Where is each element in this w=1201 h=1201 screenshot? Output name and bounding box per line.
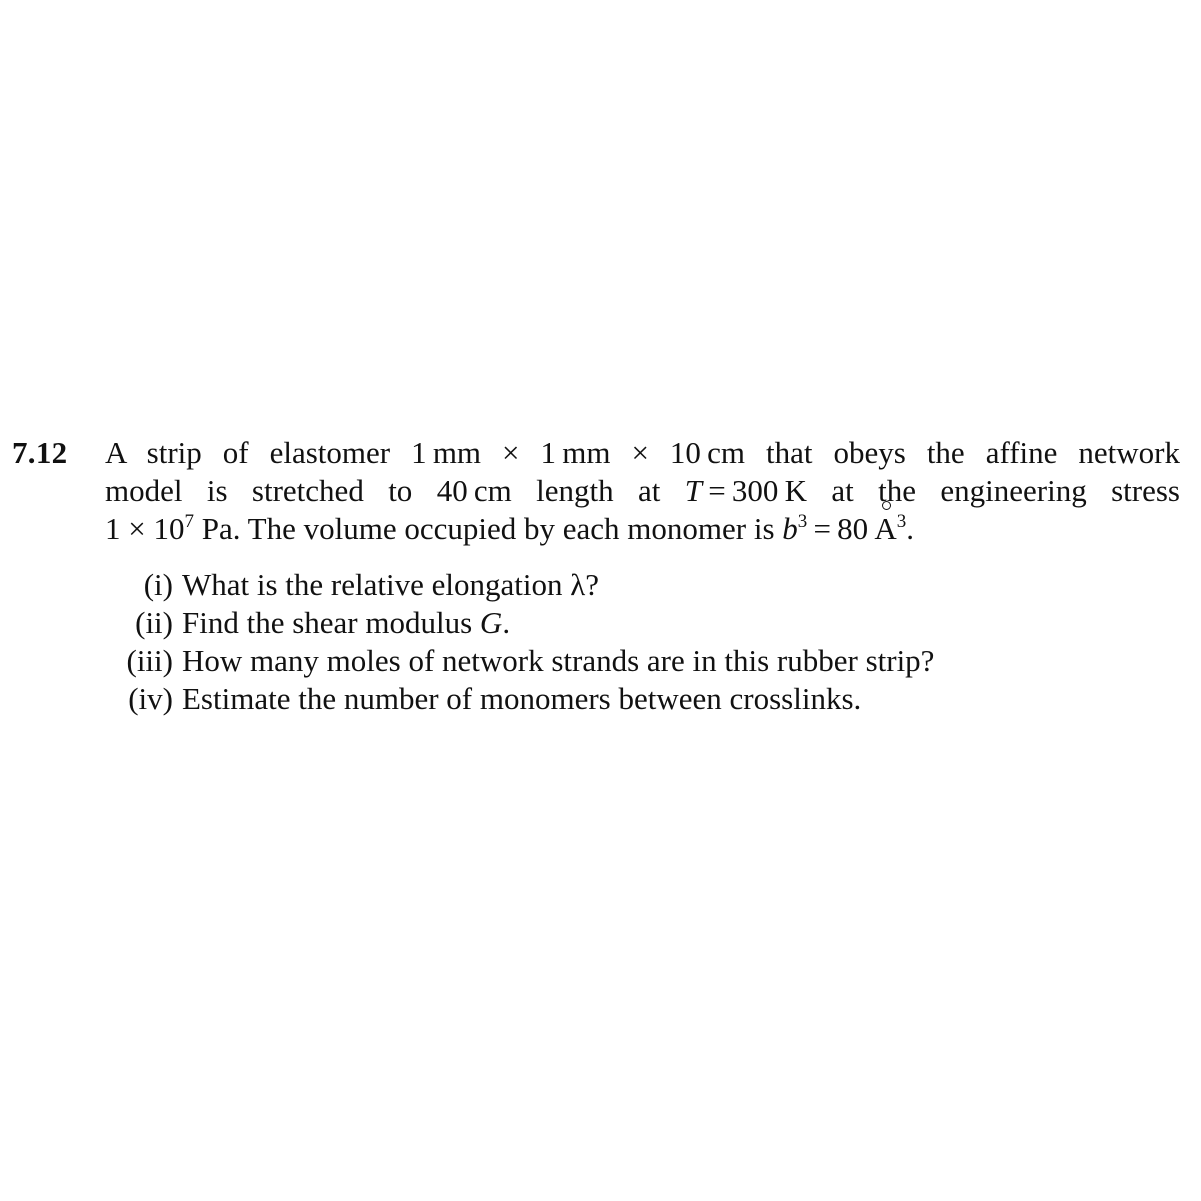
part-ii <box>105 604 1180 642</box>
statement-line-2-tail: = 300 K at the engineering stress <box>702 473 1180 508</box>
shear-modulus-symbol: G <box>479 605 503 640</box>
statement-line-2 <box>105 472 1180 510</box>
problem-statement <box>105 434 1180 548</box>
part-text <box>182 604 510 642</box>
monomer-size-exponent: 3 <box>797 511 808 532</box>
part-label: (i) <box>143 567 173 602</box>
statement-period: . <box>906 511 915 546</box>
part-text: How many moles of network strands are in this rubber strip? <box>182 643 935 678</box>
part-i <box>105 566 1180 604</box>
volume-exponent: 3 <box>896 511 907 532</box>
temperature-symbol: T <box>684 473 703 508</box>
part-iv <box>105 680 1180 718</box>
angstrom-letter: A <box>874 511 897 546</box>
angstrom-ring <box>882 501 891 510</box>
part-text: Estimate the number of monomers between crosslinks. <box>182 681 862 716</box>
part-iii <box>105 642 1180 680</box>
question-parts <box>105 566 1180 718</box>
problem-number: 7.12 <box>12 435 68 470</box>
stress-exponent: 7 <box>184 511 194 532</box>
part-text-tail: . <box>502 605 511 640</box>
statement-line-3 <box>105 510 1180 548</box>
part-text-main: Find the shear modulus <box>182 605 480 640</box>
statement-line-2-text: model is stretched to 40 cm length at <box>105 473 685 508</box>
statement-line-3-text: Pa. The volume occupied by each monomer is <box>193 511 783 546</box>
part-label: (ii) <box>135 605 173 640</box>
part-label: (iv) <box>128 681 173 716</box>
stress-value: 1 × 10 <box>105 511 185 546</box>
statement-line-1: A strip of elastomer 1 mm × 1 mm × 10 cm that obeys the affine network <box>105 435 1180 470</box>
part-label: (iii) <box>126 643 173 678</box>
monomer-size-symbol: b <box>782 511 798 546</box>
volume-value: = 80 <box>807 511 875 546</box>
part-text: What is the relative elongation λ? <box>182 567 600 602</box>
angstrom-symbol <box>874 510 896 548</box>
